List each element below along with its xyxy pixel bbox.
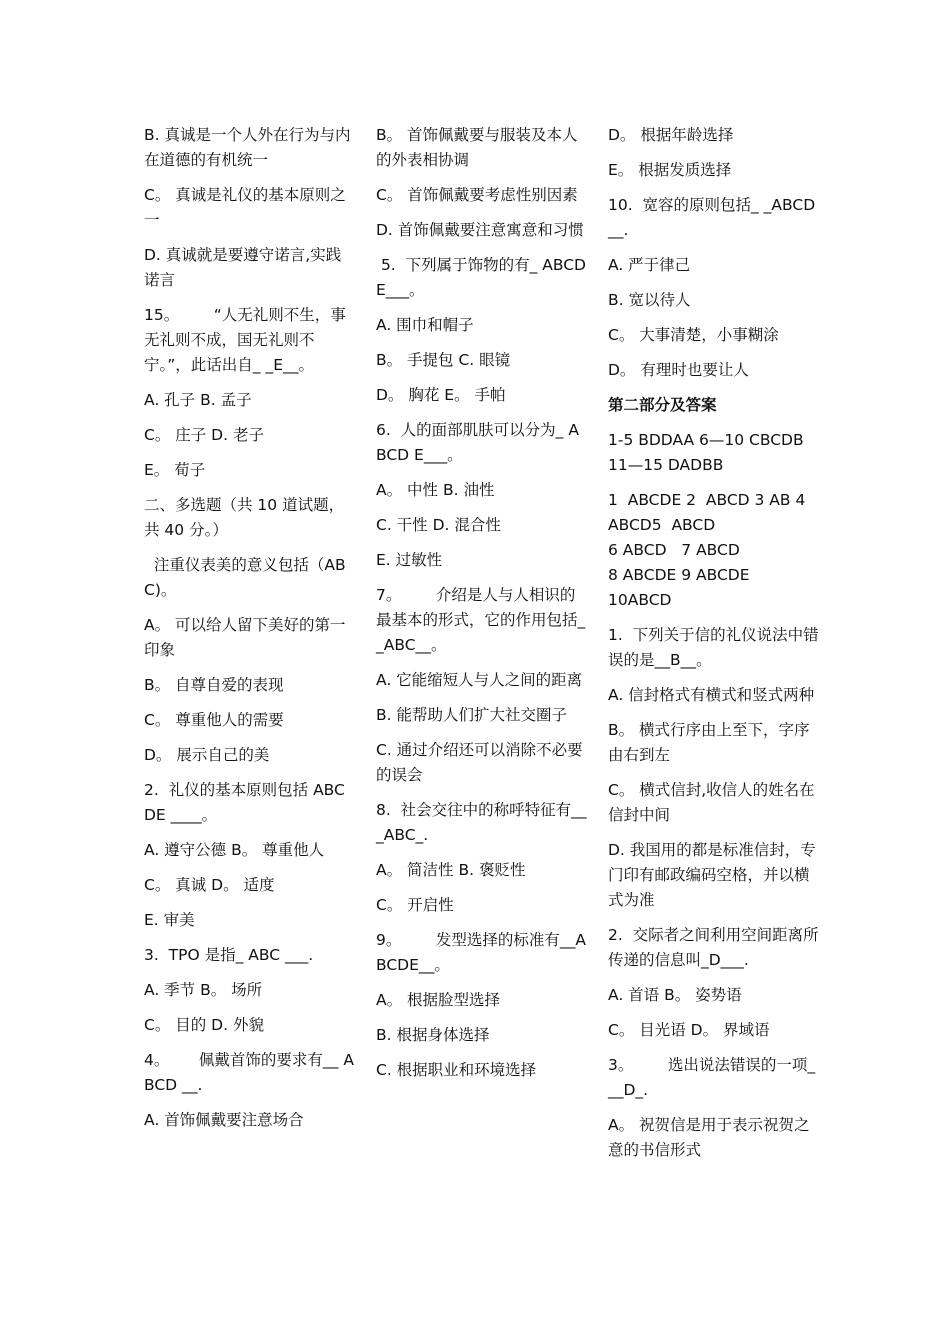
text-paragraph: C. 通过介绍还可以消除不必要的误会 bbox=[376, 741, 583, 784]
text-paragraph: D。 有理时也要让人 bbox=[608, 361, 749, 379]
text-paragraph: A. 首语 B。 姿势语 bbox=[608, 986, 742, 1004]
text-paragraph: 1-5 BDDAA 6—10 CBCDB 11—15 DADBB bbox=[608, 431, 814, 474]
text-paragraph: E. 审美 bbox=[144, 911, 195, 929]
text-paragraph: 注重仪表美的意义包括（ABC)。 bbox=[144, 556, 346, 599]
text-paragraph: B。 手提包 C. 眼镜 bbox=[376, 351, 511, 369]
text-paragraph: A. 季节 B。 场所 bbox=[144, 981, 263, 999]
text-paragraph: C。 首饰佩戴要考虑性别因素 bbox=[376, 186, 578, 204]
text-paragraph: E。 根据发质选择 bbox=[608, 161, 732, 179]
text-paragraph: 15。 “人无礼则不生，事无礼则不成，国无礼则不宁。”，此话出自_ _E__。 bbox=[144, 306, 346, 374]
text-paragraph: B。 自尊自爱的表现 bbox=[144, 676, 284, 694]
text-paragraph: D。 胸花 E。 手帕 bbox=[376, 386, 506, 404]
text-paragraph: C。 开启性 bbox=[376, 896, 454, 914]
text-paragraph: 二、多选题（共 10 道试题，共 40 分。） bbox=[144, 496, 345, 539]
text-paragraph: C。 目的 D. 外貌 bbox=[144, 1016, 264, 1034]
text-paragraph: A. 围巾和帽子 bbox=[376, 316, 474, 334]
text-paragraph: 2. 交际者之间利用空间距离所传递的信息叫_D___. bbox=[608, 926, 819, 969]
text-paragraph: A. 孔子 B. 孟子 bbox=[144, 391, 252, 409]
text-paragraph: 2. 礼仪的基本原则包括 ABCDE ____。 bbox=[144, 781, 345, 824]
text-column-2 bbox=[376, 123, 591, 1093]
text-paragraph: 8. 社会交往中的称呼特征有___ABC_. bbox=[376, 801, 587, 844]
text-paragraph: A. 首饰佩戴要注意场合 bbox=[144, 1111, 304, 1129]
text-paragraph: D. 首饰佩戴要注意寓意和习惯 bbox=[376, 221, 584, 239]
text-paragraph: 1 ABCDE 2 ABCD 3 AB 4 ABCD5 ABCD 6 ABCD 7 ABCD 8 ABCDE 9 ABCDE 10ABCD bbox=[608, 491, 806, 609]
text-paragraph: A. 严于律己 bbox=[608, 256, 691, 274]
text-paragraph: 7。 介绍是人与人相识的最基本的形式，它的作用包括__ABC__。 bbox=[376, 586, 586, 654]
text-paragraph: B. 根据身体选择 bbox=[376, 1026, 490, 1044]
text-paragraph: 6. 人的面部肌肤可以分为_ ABCD E___。 bbox=[376, 421, 579, 464]
text-paragraph: B. 真诚是一个人外在行为与内在道德的有机统一 bbox=[144, 126, 351, 169]
text-paragraph: C. 干性 D. 混合性 bbox=[376, 516, 501, 534]
text-paragraph: D. 我国用的都是标准信封，专门印有邮政编码空格，并以横式为准 bbox=[608, 841, 816, 909]
text-paragraph: C。 大事清楚，小事糊涂 bbox=[608, 326, 779, 344]
text-paragraph: B。 首饰佩戴要与服装及本人的外表相协调 bbox=[376, 126, 578, 169]
text-paragraph: C。 目光语 D。 界域语 bbox=[608, 1021, 770, 1039]
text-paragraph: D。 根据年龄选择 bbox=[608, 126, 734, 144]
text-paragraph: 3. TPO 是指_ ABC ___. bbox=[144, 946, 314, 964]
text-paragraph: D. 真诚就是要遵守诺言,实践诺言 bbox=[144, 246, 342, 289]
text-paragraph: 4。 佩戴首饰的要求有__ ABCD __. bbox=[144, 1051, 354, 1094]
text-paragraph: C。 庄子 D. 老子 bbox=[144, 426, 264, 444]
text-paragraph: A。 简洁性 B. 褒贬性 bbox=[376, 861, 526, 879]
text-paragraph: D。 展示自己的美 bbox=[144, 746, 270, 764]
text-paragraph: A. 信封格式有横式和竖式两种 bbox=[608, 686, 815, 704]
text-paragraph: A。 祝贺信是用于表示祝贺之意的书信形式 bbox=[608, 1116, 810, 1159]
text-paragraph: A。 中性 B. 油性 bbox=[376, 481, 495, 499]
text-paragraph: B. 能帮助人们扩大社交圈子 bbox=[376, 706, 567, 724]
text-paragraph: A. 遵守公德 B。 尊重他人 bbox=[144, 841, 325, 859]
text-paragraph: A. 它能缩短人与人之间的距离 bbox=[376, 671, 583, 689]
text-paragraph: B. 宽以待人 bbox=[608, 291, 691, 309]
text-paragraph: A。 可以给人留下美好的第一印象 bbox=[144, 616, 346, 659]
text-paragraph: C。 横式信封,收信人的姓名在信封中间 bbox=[608, 781, 815, 824]
text-paragraph: 1. 下列关于信的礼仪说法中错误的是__B__。 bbox=[608, 626, 819, 669]
text-paragraph: A。 根据脸型选择 bbox=[376, 991, 501, 1009]
text-paragraph: E. 过敏性 bbox=[376, 551, 443, 569]
text-column-3 bbox=[608, 123, 820, 1173]
text-paragraph: 10. 宽容的原则包括_ _ABCD__. bbox=[608, 196, 816, 239]
text-paragraph: C。 尊重他人的需要 bbox=[144, 711, 284, 729]
text-paragraph: C. 根据职业和环境选择 bbox=[376, 1061, 537, 1079]
text-paragraph: B。 横式行序由上至下，字序由右到左 bbox=[608, 721, 810, 764]
text-column-1 bbox=[144, 123, 356, 1143]
text-paragraph: 9。 发型选择的标准有__ABCDE__。 bbox=[376, 931, 586, 974]
section-heading: 第二部分及答案 bbox=[608, 396, 717, 414]
text-paragraph: C。 真诚 D。 适度 bbox=[144, 876, 275, 894]
text-paragraph: E。 荀子 bbox=[144, 461, 206, 479]
text-paragraph: 5. 下列属于饰物的有_ ABCD E___。 bbox=[376, 256, 591, 299]
text-paragraph: 3。 选出说法错误的一项___D_. bbox=[608, 1056, 816, 1099]
text-paragraph: C。 真诚是礼仪的基本原则之一 bbox=[144, 186, 346, 229]
